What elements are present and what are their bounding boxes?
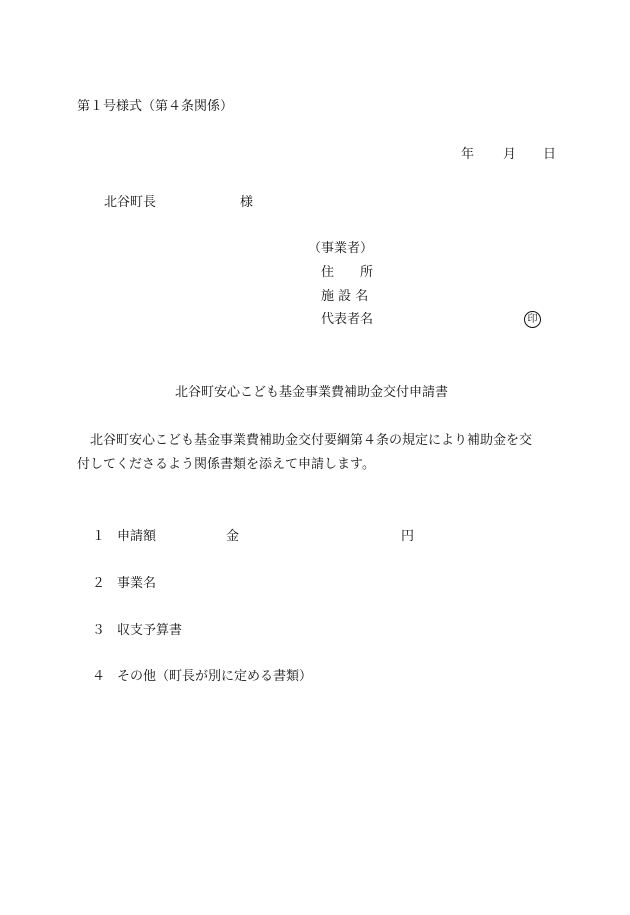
body-text-line-1: 北谷町安心こども基金事業費補助金交付要綱第４条の規定により補助金を交 — [90, 433, 533, 448]
applicant-heading: （事業者） — [308, 241, 374, 256]
item-label: 事業名 — [117, 576, 157, 591]
item-number: ２ — [92, 576, 106, 591]
addressee-name: 北谷町長 — [104, 195, 157, 210]
amount-suffix: 円 — [401, 529, 415, 544]
seal-mark: 印 — [524, 311, 541, 328]
document-title: 北谷町安心こども基金事業費補助金交付申請書 — [175, 385, 449, 400]
body-text-line-2: 付してくださるよう関係書類を添えて申請します。 — [77, 457, 375, 472]
item-number: １ — [92, 529, 106, 544]
item-number: ４ — [92, 669, 106, 684]
amount-prefix: 金 — [226, 529, 240, 544]
item-number: ３ — [92, 623, 106, 638]
date-day-label: 日 — [543, 147, 557, 162]
facility-name-label: 施 設 名 — [321, 289, 369, 304]
item-label: 収支予算書 — [117, 623, 183, 638]
address-label: 住 所 — [321, 265, 374, 280]
item-label: その他（町長が別に定める書類） — [117, 669, 313, 684]
addressee-honorific: 様 — [240, 195, 254, 210]
form-number: 第１号様式（第４条関係） — [77, 99, 234, 114]
date-year-label: 年 — [461, 147, 475, 162]
item-label: 申請額 — [117, 529, 157, 544]
representative-name-label: 代表者名 — [321, 312, 374, 327]
date-month-label: 月 — [503, 147, 517, 162]
